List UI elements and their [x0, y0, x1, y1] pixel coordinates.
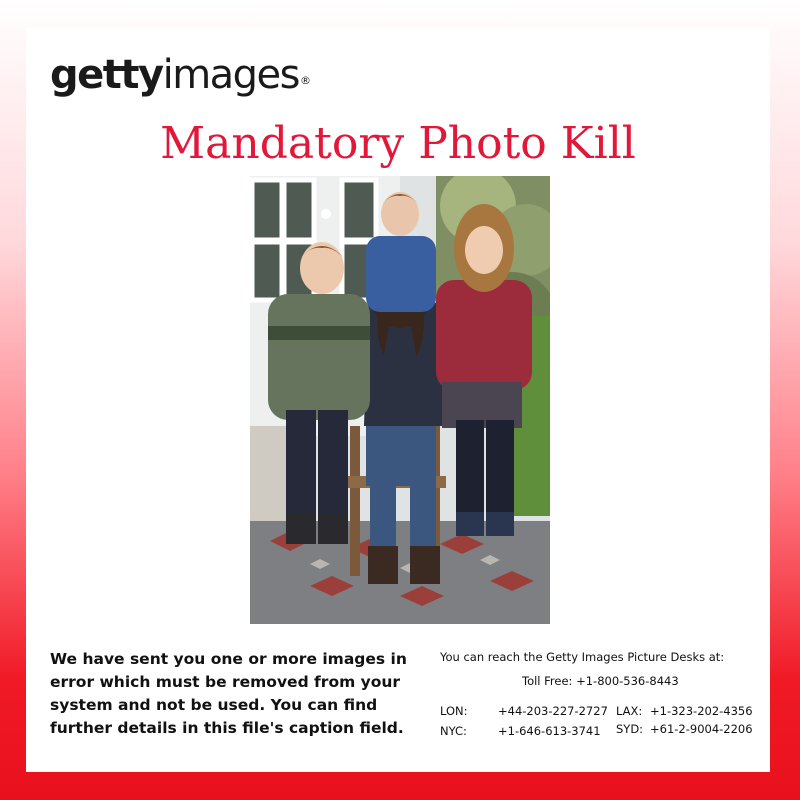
headline: Mandatory Photo Kill	[160, 118, 636, 169]
removal-notice-text: We have sent you one or more images in error which must be removed from your system and not be used. You can find further details in this file's caption field.	[50, 650, 407, 737]
desk-nyc	[440, 722, 601, 740]
registered-mark: ®	[300, 74, 312, 87]
desk-number: +1-646-613-3741	[498, 724, 601, 738]
desk-label: LAX:	[616, 704, 643, 718]
logo-images: images	[162, 52, 300, 98]
desk-number: +1-323-202-4356	[650, 704, 753, 718]
toll-free-number: +1-800-536-8443	[576, 674, 679, 688]
picture-desk-contacts	[440, 648, 760, 738]
logo-getty: getty	[50, 52, 163, 98]
desk-lon	[440, 702, 608, 720]
desk-number: +61-2-9004-2206	[650, 722, 753, 736]
desk-label: SYD:	[616, 722, 644, 736]
contact-heading: You can reach the Getty Images Picture Desks at:	[440, 650, 725, 664]
toll-free-label: Toll Free:	[522, 674, 573, 688]
desk-number: +44-203-227-2727	[498, 704, 608, 718]
desk-lax	[616, 702, 753, 720]
desk-label: NYC:	[440, 724, 467, 738]
toll-free-line	[440, 672, 760, 690]
desk-syd	[616, 720, 753, 738]
desk-label: LON:	[440, 704, 468, 718]
kill-notice-card	[26, 28, 770, 772]
getty-images-logo	[50, 50, 311, 100]
withdrawn-photo	[250, 176, 550, 624]
